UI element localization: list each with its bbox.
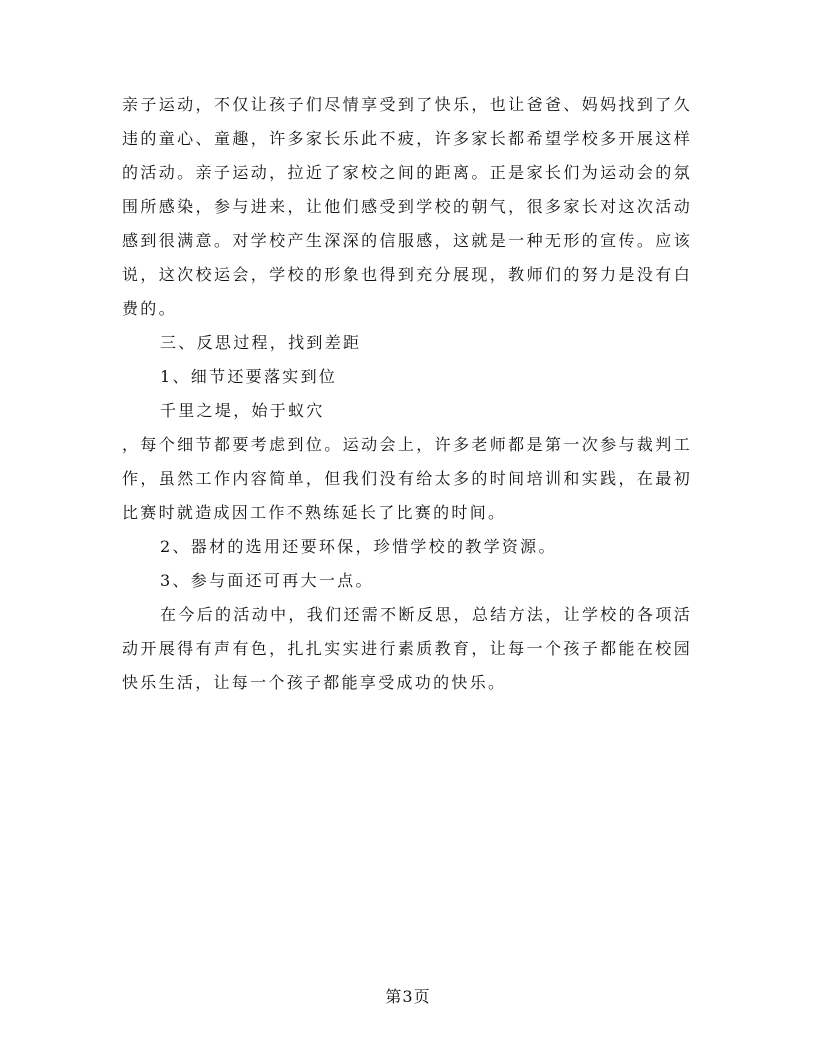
document-body [122, 88, 692, 700]
section-heading-reflection: 三、反思过程，找到差距 [160, 333, 362, 352]
proverb-line: 千里之堤，始于蚁穴 [160, 401, 325, 420]
page-number: 第3页 [385, 987, 431, 1006]
list-item-details: 1、细节还要落实到位 [160, 367, 338, 386]
list-item-equipment: 2、器材的选用还要环保，珍惜学校的教学资源。 [160, 537, 557, 556]
paragraph-details-explanation: ，每个细节都要考虑到位。运动会上，许多老师都是第一次参与裁判工作，虽然工作内容简单，但我们没有给太多的时间培训和实践，在最初比赛时就造成因工作不熟练延长了比赛的时间。 [122, 435, 692, 522]
list-item-participation: 3、参与面还可再大一点。 [160, 571, 374, 590]
paragraph-conclusion: 在今后的活动中，我们还需不断反思，总结方法，让学校的各项活动开展得有声有色，扎扎实实进行素质教育，让每一个孩子都能在校园快乐生活，让每一个孩子都能享受成功的快乐。 [122, 605, 692, 692]
paragraph-parent-child-activity: 亲子运动，不仅让孩子们尽情享受到了快乐，也让爸爸、妈妈找到了久违的童心、童趣，许多家长乐此不疲，许多家长都希望学校多开展这样的活动。亲子运动，拉近了家校之间的距离。正是家长们为运动会的氛围所感染，参与进来，让他们感受到学校的朝气，很多家长对这次活动感到很满意。对学校产生深深的信服感，这就是一种无形的宣传。应该说，这次校运会，学校的形象也得到充分展现，教师们的努力是没有白费的。 [122, 95, 692, 318]
